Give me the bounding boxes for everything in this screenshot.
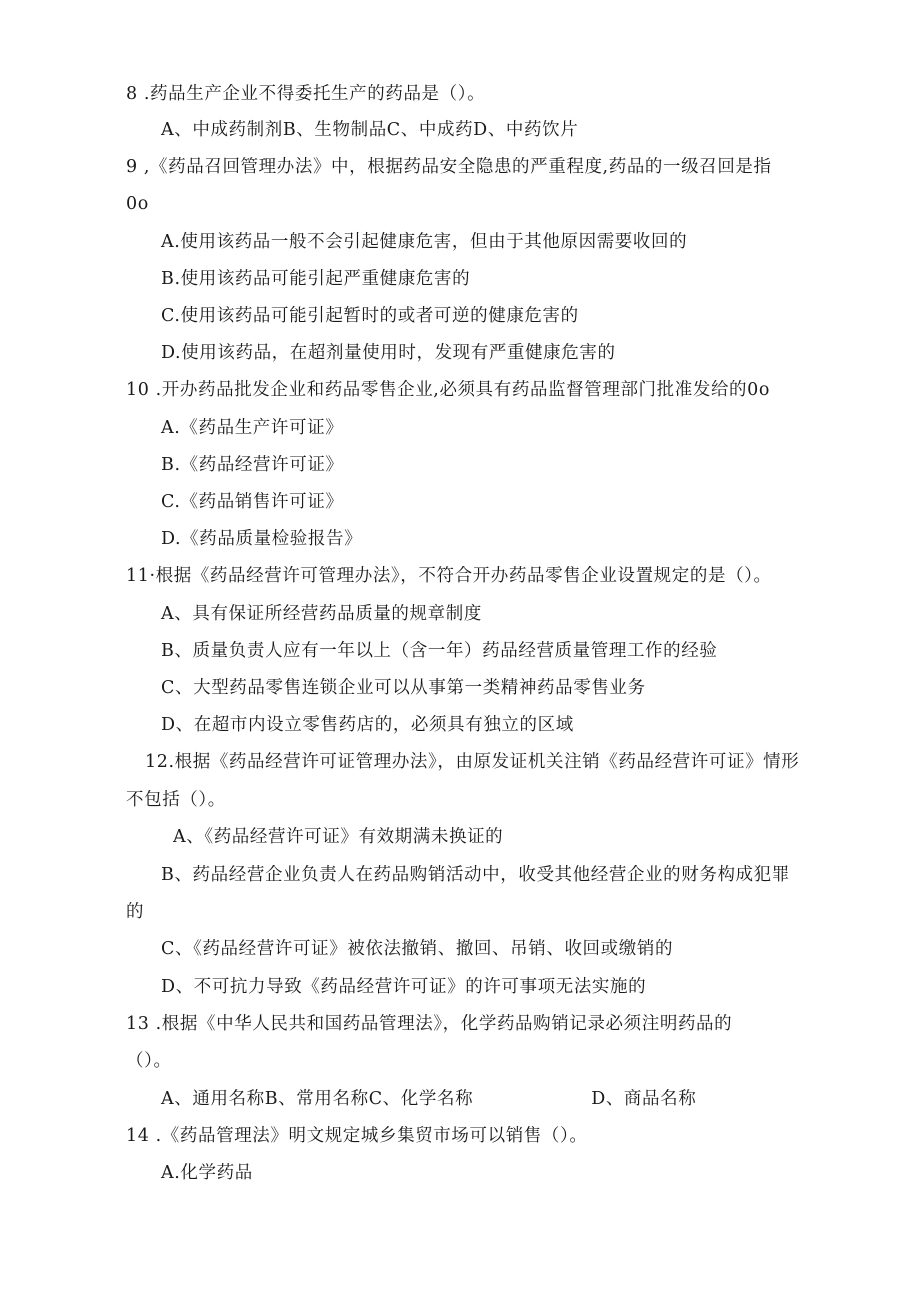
question-10-option-a: A.《药品生产许可证》 bbox=[161, 418, 344, 438]
question-9-stem: 9 ,《药品召回管理办法》中，根据药品安全隐患的严重程度,药品的一级召回是指 bbox=[126, 157, 772, 177]
question-10-stem: 10 .开办药品批发企业和药品零售企业,必须具有药品监督管理部门批准发给的0o bbox=[126, 380, 771, 400]
question-12-option-c: C、《药品经营许可证》被依法撤销、撤回、吊销、收回或缴销的 bbox=[161, 939, 674, 959]
question-10-option-b: B.《药品经营许可证》 bbox=[161, 455, 344, 475]
question-12-stem: 12.根据《药品经营许可证管理办法》，由原发证机关注销《药品经营许可证》情形 bbox=[145, 752, 800, 772]
question-12-option-b: B、药品经营企业负责人在药品购销活动中，收受其他经营企业的财务构成犯罪 bbox=[161, 865, 790, 885]
question-12-stem-cont: 不包括（）。 bbox=[126, 790, 226, 810]
question-13-options bbox=[161, 1087, 696, 1111]
question-11-stem: 11·根据《药品经营许可管理办法》，不符合开办药品零售企业设置规定的是（）。 bbox=[126, 566, 772, 586]
question-12-option-a: A、《药品经营许可证》有效期满未换证的 bbox=[173, 827, 504, 847]
question-9-stem-cont: 0o bbox=[126, 194, 149, 214]
question-12-option-d: D、不可抗力导致《药品经营许可证》的许可事项无法实施的 bbox=[161, 977, 647, 997]
question-12-option-b-cont: 的 bbox=[126, 902, 145, 922]
question-13-stem-cont: （）。 bbox=[126, 1051, 172, 1071]
question-10-option-c: C.《药品销售许可证》 bbox=[161, 492, 344, 512]
question-11-option-c: C、大型药品零售连锁企业可以从事第一类精神药品零售业务 bbox=[161, 678, 646, 698]
question-9-option-b: B.使用该药品可能引起严重健康危害的 bbox=[161, 269, 471, 289]
question-11-option-b: B、质量负责人应有一年以上（含一年）药品经营质量管理工作的经验 bbox=[161, 641, 718, 661]
question-8-options: A、中成药制剂B、生物制品C、中成药D、中药饮片 bbox=[161, 120, 579, 140]
question-9-option-d: D.使用该药品，在超剂量使用时，发现有严重健康危害的 bbox=[161, 343, 616, 363]
question-14-stem: 14 .《药品管理法》明文规定城乡集贸市场可以销售（）。 bbox=[126, 1126, 588, 1146]
question-13-options-abc: A、通用名称B、常用名称C、化学名称 bbox=[161, 1089, 474, 1109]
question-9-option-a: A.使用该药品一般不会引起健康危害，但由于其他原因需要收回的 bbox=[161, 232, 688, 252]
question-10-option-d: D.《药品质量检验报告》 bbox=[161, 529, 363, 549]
question-8-stem: 8 .药品生产企业不得委托生产的药品是（）。 bbox=[126, 84, 486, 104]
question-13-option-d: D、商品名称 bbox=[591, 1089, 697, 1109]
question-13-stem: 13 .根据《中华人民共和国药品管理法》，化学药品购销记录必须注明药品的 bbox=[126, 1014, 733, 1034]
question-11-option-d: D、在超市内设立零售药店的，必须具有独立的区域 bbox=[161, 715, 574, 735]
question-9-option-c: C.使用该药品可能引起暂时的或者可逆的健康危害的 bbox=[161, 306, 579, 326]
question-11-option-a: A、具有保证所经营药品质量的规章制度 bbox=[161, 604, 482, 624]
question-14-option-a: A.化学药品 bbox=[161, 1163, 253, 1183]
